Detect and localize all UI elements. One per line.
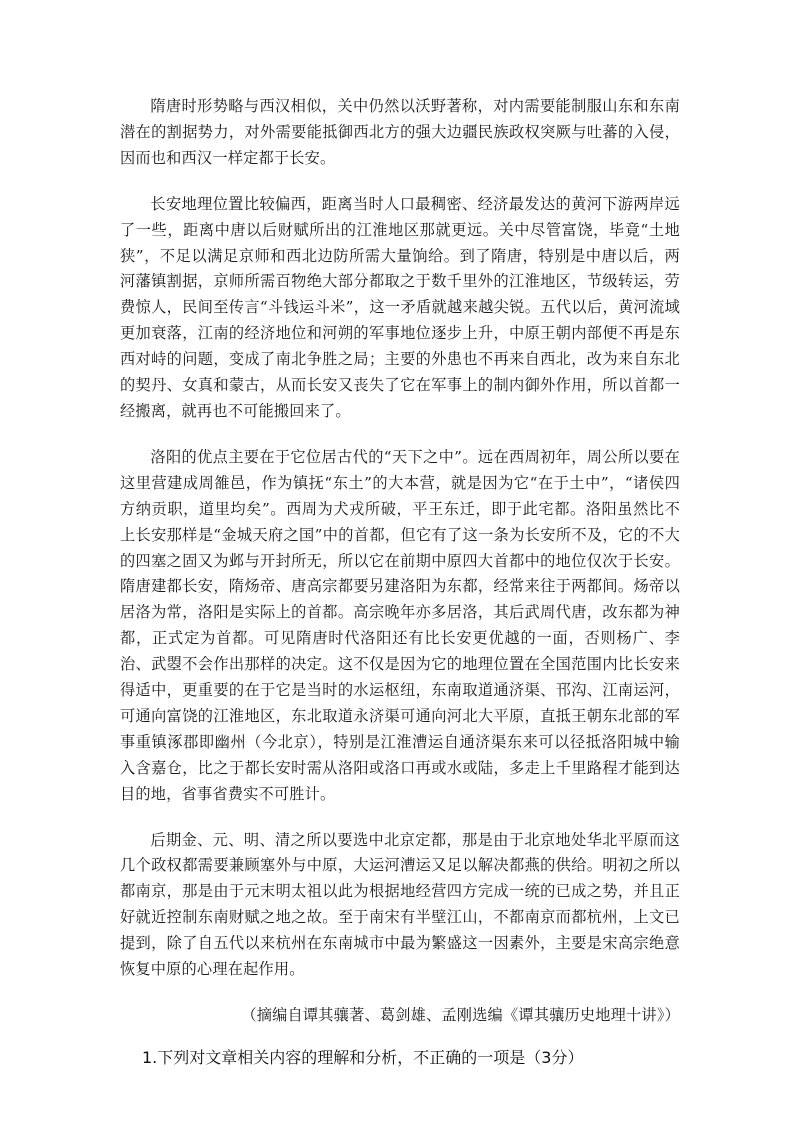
paragraph: 长安地理位置比较偏西，距离当时人口最稠密、经济最发达的黄河下游两岸远了一些，距离中唐以后财赋所出的江淮地区那就更远。关中尽管富饶，毕竟“土地狭”，不足以满足京师和西北边防所需大量饷给。到了隋唐，特别是中唐以后，两河藩镇割据，京师所需百物绝大部分都取之于数千里外的江淮地区，节级转运，劳费惊人，民间至传言“斗钱运斗米”，这一矛盾就越来越尖锐。五代以后，黄河流域更加衰落，江南的经济地位和河朔的军事地位逐步上升，中原王朝内部便不再是东西对峙的问题，变成了南北争胜之局；主要的外患也不再来自西北，改为来自东北的契丹、女真和蒙古，从而长安又丧失了它在军事上的制内御外作用，所以首都一经搬离，就再也不可能搬回来了。 [120,194,680,420]
paragraph: 后期金、元、明、清之所以要选中北京定都，那是由于北京地处华北平原而这几个政权都需要兼顾塞外与中原，大运河漕运又足以解决都燕的供给。明初之所以都南京，那是由于元末明太祖以此为根据地经营四方完成一统的已成之势，并且正好就近控制东南财赋之地之故。至于南宋有半壁江山，不都南京而都杭州，上文已提到，除了自五代以来杭州在东南城市中最为繁盛这一因素外，主要是宋高宗绝意恢复中原的心理在起作用。 [120,830,680,979]
paragraph: 洛阳的优点主要在于它位居古代的“天下之中”。远在西周初年，周公所以要在这里营建成周雒邑，作为镇抚“东土”的大本营，就是因为它“在于土中”，“诸侯四方纳贡职，道里均矣”。西周为犬戎所破，平王东迁，即于此宅都。洛阳虽然比不上长安那样是“金城天府之国”中的首都，但它有了这一条为长安所不及，它的不大的四塞之固又为邺与开封所无，所以它在前期中原四大首都中的地位仅次于长安。隋唐建都长安，隋炀帝、唐高宗都要另建洛阳为东都，经常来往于两都间。炀帝以居洛为常，洛阳是实际上的首都。高宗晚年亦多居洛，其后武周代唐，改东都为神都，正式定为首都。可见隋唐时代洛阳还有比长安更优越的一面，否则杨广、李治、武曌不会作出那样的决定。这不仅是因为它的地理位置在全国范围内比长安来得适中，更重要的在于它是当时的水运枢纽，东南取道通济渠、邗沟、江南运河，可通向富饶的江淮地区，东北取道永济渠可通向河北大平原，直抵王朝东北部的军事重镇涿郡即幽州（今北京），特别是江淮漕运自通济渠东来可以径抵洛阳城中输入含嘉仓，比之于都长安时需从洛阳或洛口再或水或陆，多走上千里路程才能到达目的地，省事省费实不可胜计。 [120,447,680,803]
question-prompt: 1.下列对文章相关内容的理解和分析，不正确的一项是（3分） [142,1047,584,1067]
paragraph: 隋唐时形势略与西汉相似，关中仍然以沃野著称，对内需要能制服山东和东南潜在的割据势力，对外需要能抵御西北方的强大边疆民族政权突厥与吐蕃的入侵，因而也和西汉一样定都于长安。 [120,97,680,167]
document-page [120,94,680,1071]
source-citation: （摘编自谭其骧著、葛剑雄、孟刚选编《谭其骧历史地理十讲》） [241,1006,680,1024]
